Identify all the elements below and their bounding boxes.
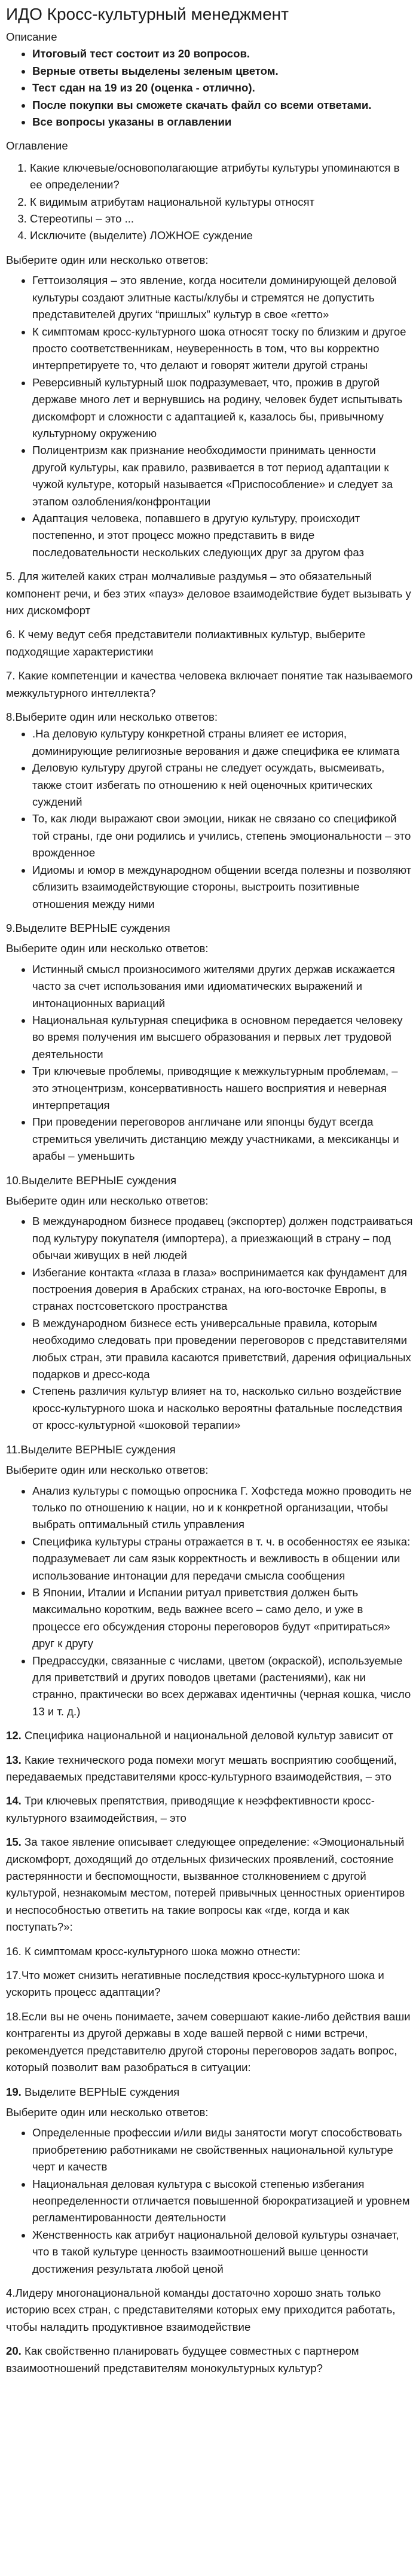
answer-option: • Определенные профессии и/или виды занятости могут способствовать приобретению работниками не свойственных национальной культуре черт и качеств	[32, 2124, 413, 2175]
question-text: 9.Выделите ВЕРНЫЕ суждения	[6, 921, 170, 934]
answer-option: • В международном бизнесе продавец (экспортер) должен подстраиваться под культуру покупателя (импортера), а приезжающий в страну – под обычаи живущих в ней людей	[32, 1213, 413, 1264]
question-block	[6, 920, 413, 1165]
toc-item[interactable]: 1. Какие ключевые/основополагающие атрибуты культуры упоминаются в ее определении?	[30, 160, 413, 194]
question-block	[6, 2008, 413, 2077]
question-block	[6, 252, 413, 561]
answer-option: • В международном бизнесе есть универсальные правила, которым необходимо следовать при проведении переговоров с представителями любых стран, эти правила касаются приветствий, дарения официальных подарков и дресс-кода	[32, 1315, 413, 1383]
description-item: • После покупки вы сможете скачать файл со всеми ответами.	[32, 97, 413, 114]
answer-option: • Анализ культуры с помощью опросника Г. Хофстеда можно проводить не только по отношению к нации, но и к конкретной организации, чтобы выбрать оптимальный стиль управления	[32, 1483, 413, 1534]
answer-option: • В Японии, Италии и Испании ритуал приветствия должен быть максимально коротким, ведь важнее всего – само дело, и уже в процессе его обсуждения стороны переговоров будут «притираться» друг к другу	[32, 1584, 413, 1653]
answer-option: • Женственность как атрибут национальной деловой культуры означает, что в такой культуре ценность взаимоотношений выше ценности достижения результата любой ценой	[32, 2227, 413, 2278]
question-block	[6, 1441, 413, 1721]
answer-option: • .На деловую культуру конкретной страны влияет ее история, доминирующие религиозные верования и даже специфика ее климата	[32, 725, 413, 760]
answer-option: • Реверсивный культурный шок подразумевает, что, прожив в другой державе много лет и вернувшись на родину, человек будет испытывать дискомфорт и сложности с адаптацией к, казалось бы, привычному культурному окружению	[32, 374, 413, 443]
question-text: 13. Какие технического рода помехи могут мешать восприятию сообщений, передаваемых представителями кросс-культурного взаимодействия, – это	[6, 1753, 397, 1783]
toc-item[interactable]: 4. Исключите (выделите) ЛОЖНОЕ суждение	[30, 227, 413, 244]
answer-option: • Три ключевые проблемы, приводящие к межкультурным проблемам, – это этноцентризм, консервативность нашего восприятия и неверная интерпретация	[32, 1063, 413, 1114]
answer-list	[6, 1213, 413, 1434]
question-block	[6, 626, 413, 660]
answer-option: • Национальная деловая культура с высокой степенью избегания неопределенности отличается повышенной бюрократизацией и уровнем регламентированности деятельности	[32, 2176, 413, 2227]
answer-option: • Геттоизоляция – это явление, когда носители доминирующей деловой культуры создают элитные касты/клубы и стремятся не допустить представителей других “пришлых” культур в свое «гетто»	[32, 272, 413, 323]
question-block	[6, 1172, 413, 1434]
answer-hint: Выберите один или несколько ответов:	[6, 2105, 209, 2118]
answer-option: • То, как люди выражают свои эмоции, никак не связано со спецификой той страны, где они родились и учились, степень эмоциональности – это врожденное	[32, 810, 413, 861]
answer-option: • При проведении переговоров англичане или японцы будут всегда стремиться увеличить дистанцию между участниками, а мексиканцы и арабы – уменьшить	[32, 1114, 413, 1164]
question-text: 15. За такое явление описывает следующее определение: «Эмоциональный дискомфорт, доходящий до отдельных физических проявлений, состояние растерянности и беспомощности, вызванное столкновением с другой культурой, незнакомым местом, потерей привычных ценностных ориентиров и неспособностью ответить на такие вопросы как «где, когда и как поступать?»:	[6, 1836, 405, 1934]
description-item: • Все вопросы указаны в оглавлении	[32, 114, 413, 130]
answer-option: • Полицентризм как признание необходимости принимать ценности другой культуры, как правило, развивается в тот период адаптации к чужой культуре, который называется «Приспособление» и следует за этапом озлобления/конфронтации	[32, 442, 413, 510]
description-item: • Тест сдан на 19 из 20 (оценка - отлично).	[32, 80, 413, 96]
page-title: ИДО Кросс-культурный менеджмент	[6, 5, 289, 23]
description-list	[6, 45, 413, 130]
answer-hint: Выберите один или несколько ответов:	[6, 253, 209, 266]
answer-list	[6, 272, 413, 561]
question-number: 14.	[6, 1794, 22, 1807]
answer-hint: Выберите один или несколько ответов:	[6, 942, 209, 955]
question-text: 5. Для жителей каких стран молчаливые раздумья – это обязательный компонент речи, и без этих «пауз» деловое взаимодействие будет вызывать у них дискомфорт	[6, 570, 411, 617]
description-item: • Верные ответы выделены зеленым цветом.	[32, 63, 413, 80]
description-label: Описание	[6, 31, 57, 43]
question-text: 19. Выделите ВЕРНЫЕ суждения	[6, 2085, 180, 2098]
question-block	[6, 1727, 413, 1744]
toc-item[interactable]: 3. Стереотипы – это ...	[30, 211, 413, 227]
question-block	[6, 568, 413, 619]
question-number: 20.	[6, 2345, 22, 2358]
question-number: 19.	[6, 2085, 22, 2098]
question-text: 18.Если вы не очень понимаете, зачем совершают какие-либо действия ваши контрагенты из другой державы в ходе вашей первой с ними встречи, рекомендуется представителю другой стороны переговоров задать вопрос, который позволит вам разобраться в ситуации:	[6, 2010, 411, 2074]
question-text: 14. Три ключевых препятствия, приводящие к неэффективности кросс-культурного взаимодействия, – это	[6, 1794, 375, 1824]
answer-option: • Национальная культурная специфика в основном передается человеку во время получения им высшего образования и первых лет трудовой деятельности	[32, 1012, 413, 1063]
answer-option: • Избегание контакта «глаза в глаза» воспринимается как фундамент для построения доверия в Арабских странах, на юго-восточке Европы, в странах постсоветского пространства	[32, 1264, 413, 1315]
question-text: 10.Выделите ВЕРНЫЕ суждения	[6, 1173, 177, 1187]
question-number: 13.	[6, 1753, 22, 1766]
answer-hint: Выберите один или несколько ответов:	[6, 1464, 209, 1477]
question-text: 12. Специфика национальной и национальной деловой культур зависит от	[6, 1729, 393, 1742]
question-number: 12.	[6, 1729, 22, 1742]
answer-option: • Адаптация человека, попавшего в другую культуру, происходит постепенно, и этот процесс можно представить в виде последовательности нескольких следующих друг за другом фаз	[32, 510, 413, 561]
answer-list	[6, 2124, 413, 2278]
answer-option: • Степень различия культур влияет на то, насколько сильно воздействие кросс-культурного шока и насколько вероятны фатальные последствия от кросс-культурной «шоковой терапии»	[32, 1383, 413, 1434]
spacer	[6, 130, 413, 138]
question-text: 16. К симптомам кросс-культурного шока можно отнести:	[6, 1944, 301, 1958]
question-block	[6, 1834, 413, 1935]
answer-hint: Выберите один или несколько ответов:	[6, 1194, 209, 1207]
question-text: 20. Как свойственно планировать будущее совместных с партнером взаимоотношений представителям монокультурных культур?	[6, 2345, 359, 2374]
question-text: 6. К чему ведут себя представители полиактивных культур, выберите подходящие характеристики	[6, 628, 366, 658]
toc-label: Оглавление	[6, 139, 68, 153]
question-text: 17.Что может снизить негативные последствия кросс-культурного шока и ускорить процесс адаптации?	[6, 1969, 384, 1999]
answer-option: • Предрассудки, связанные с числами, цветом (окраской), используемые для приветствий и других поводов цветами (растениями), как ни странно, практически во всех державах идентичны (черная кошка, число 13 и т. д.)	[32, 1653, 413, 1721]
answer-option: • Специфика культуры страны отражается в т. ч. в особенностях ее языка: подразумевает ли сам язык корректность и вежливость в общении или использование интонации для передачи смысла сообщения	[32, 1534, 413, 1584]
answer-option: • Истинный смысл произносимого жителями других держав искажается часто за счет использования ими идиоматических выражений и интонационных вариаций	[32, 961, 413, 1012]
question-block	[6, 2285, 413, 2336]
question-block	[6, 1967, 413, 2001]
questions-container	[6, 252, 413, 2377]
description-item: • Итоговый тест состоит из 20 вопросов.	[32, 45, 413, 62]
answer-list	[6, 1483, 413, 1721]
answer-list	[6, 725, 413, 912]
answer-option: • Идиомы и юмор в международном общении всегда полезны и позволяют сблизить взаимодействующие стороны, выстроить позитивные отношения между ними	[32, 862, 413, 913]
question-block	[6, 709, 413, 913]
toc-item[interactable]: 2. К видимым атрибутам национальной культуры относят	[30, 194, 413, 211]
question-number: 15.	[6, 1836, 22, 1849]
toc-list	[6, 160, 413, 245]
question-text: 8.Выберите один или несколько ответов:	[6, 711, 218, 724]
question-block	[6, 1752, 413, 1786]
question-text: 4.Лидеру многонациональной команды достаточно хорошо знать только историю всех стран, с представителями которых ему приходится работать, чтобы наладить продуктивное взаимодействие	[6, 2286, 396, 2333]
question-block	[6, 2084, 413, 2278]
answer-option: • К симптомам кросс-культурного шока относят тоску по близким и другое просто соответственникам, неуверенность в том, что вы корректно интерпретируете то, что делают и говорят жители другой страны	[32, 324, 413, 374]
question-block	[6, 667, 413, 702]
question-block	[6, 1943, 413, 1960]
question-block	[6, 1792, 413, 1827]
answer-list	[6, 961, 413, 1165]
answer-option: • Деловую культуру другой страны не следует осуждать, высмеивать, также стоит избегать по отношению к ней оценочных критических суждений	[32, 760, 413, 810]
question-text: 7. Какие компетенции и качества человека включает понятие так называемого межкультурного интеллекта?	[6, 669, 413, 699]
question-block	[6, 2343, 413, 2377]
question-text: 11.Выделите ВЕРНЫЕ суждения	[6, 1443, 176, 1456]
